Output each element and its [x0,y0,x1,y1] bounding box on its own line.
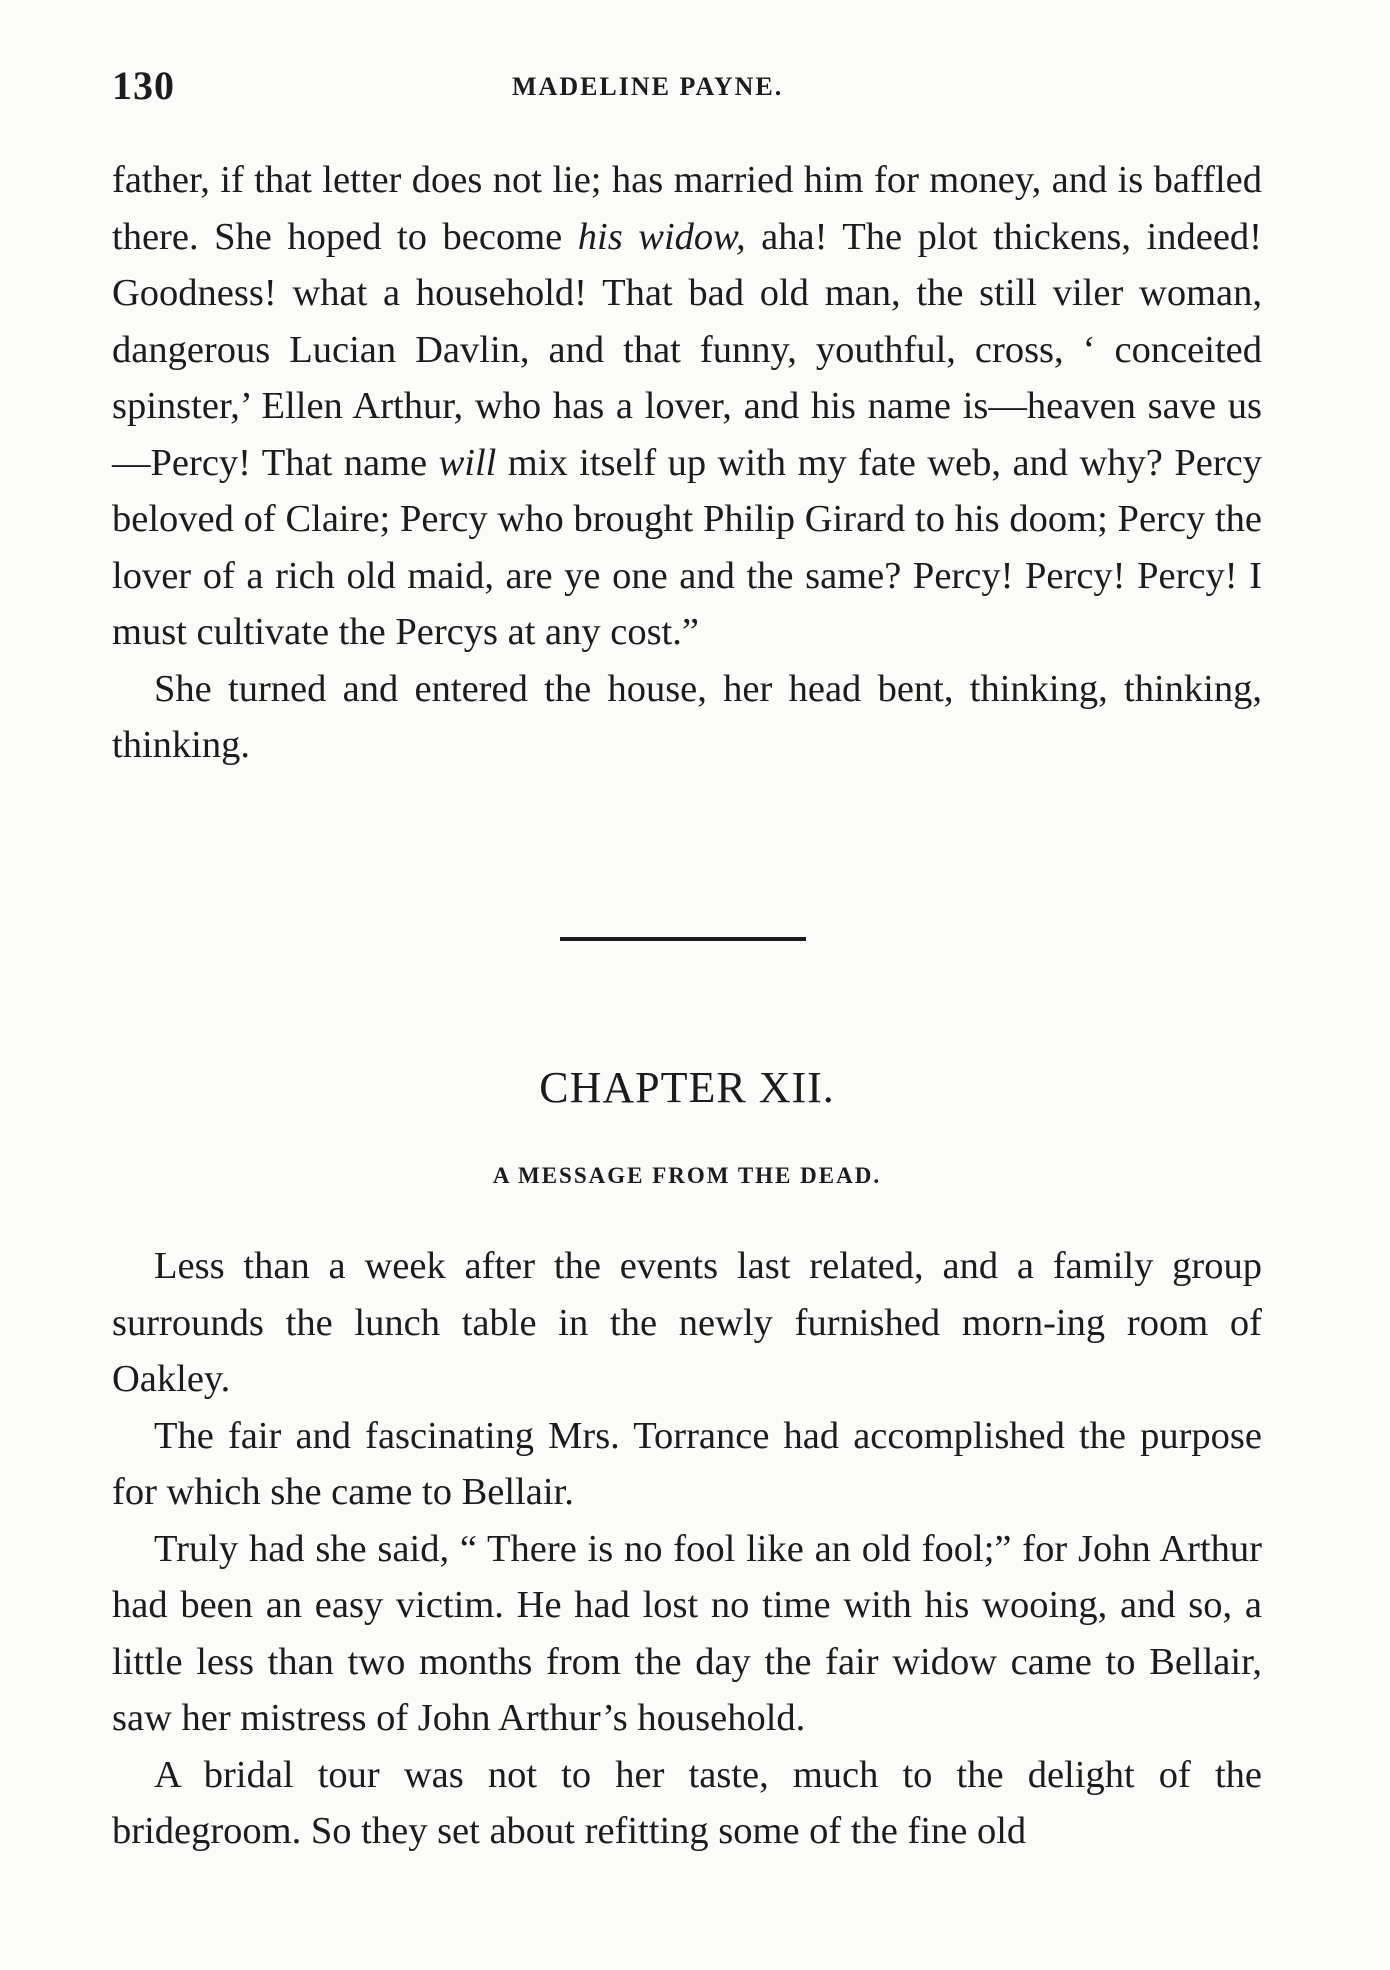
paragraph-text-part: mix itself up with my fate web, and why? Percy beloved of Claire; Percy who brought Philip Girard to his doom; Percy the lover of a rich old maid, are ye one and the same? Percy! Percy! Percy! I must cultivate the Percys at any cost.” [112,441,1262,653]
emphasis-text: his widow, [577,215,746,258]
paragraph: A bridal tour was not to her taste, much to the delight of the bridegroom. So they set about refitting some of the fine old [112,1753,1262,1852]
paragraph-text-part: father, if that letter does not lie; has married him for money, and is baffled there. She hoped to become [112,159,1262,258]
paragraph: Less than a week after the events last related, and a family group surrounds the lunch table in the newly furnished morn-ing room of Oakley. [112,1245,1262,1400]
paragraph: Truly had she said, “ There is no fool like an old fool;” for John Arthur had been an easy victim. He had lost no time with his wooing, and so, a little less than two months from the day the fair widow came to Bellair, saw her mistress of John Arthur’s household. [112,1527,1262,1739]
page-number: 130 [112,63,175,108]
paragraph: She turned and entered the house, her head bent, thinking, thinking, thinking. [112,667,1262,766]
chapter-title: CHAPTER XII. [539,1063,835,1112]
emphasis-text: will [438,441,497,484]
paragraph-text-part: aha! The plot thickens, indeed! Goodness! what a household! That bad old man, the still viler woman, dangerous Lucian Davlin, and that funny, youthful, cross, ‘ conceited spinster,’ Ellen Arthur, who has a lover, and his name is—heaven save us—Percy! That name [112,215,1262,484]
text-block-chapter [112,1238,1262,1860]
running-head [112,62,1262,112]
section-divider [560,937,806,941]
paragraph: The fair and fascinating Mrs. Torrance had accomplished the purpose for which she came to Bellair. [112,1414,1262,1513]
text-block-continued [112,152,1262,774]
running-title: MADELINE PAYNE. [512,72,784,101]
chapter-subtitle: A MESSAGE FROM THE DEAD. [492,1163,882,1188]
paragraph-continued [112,152,1262,661]
